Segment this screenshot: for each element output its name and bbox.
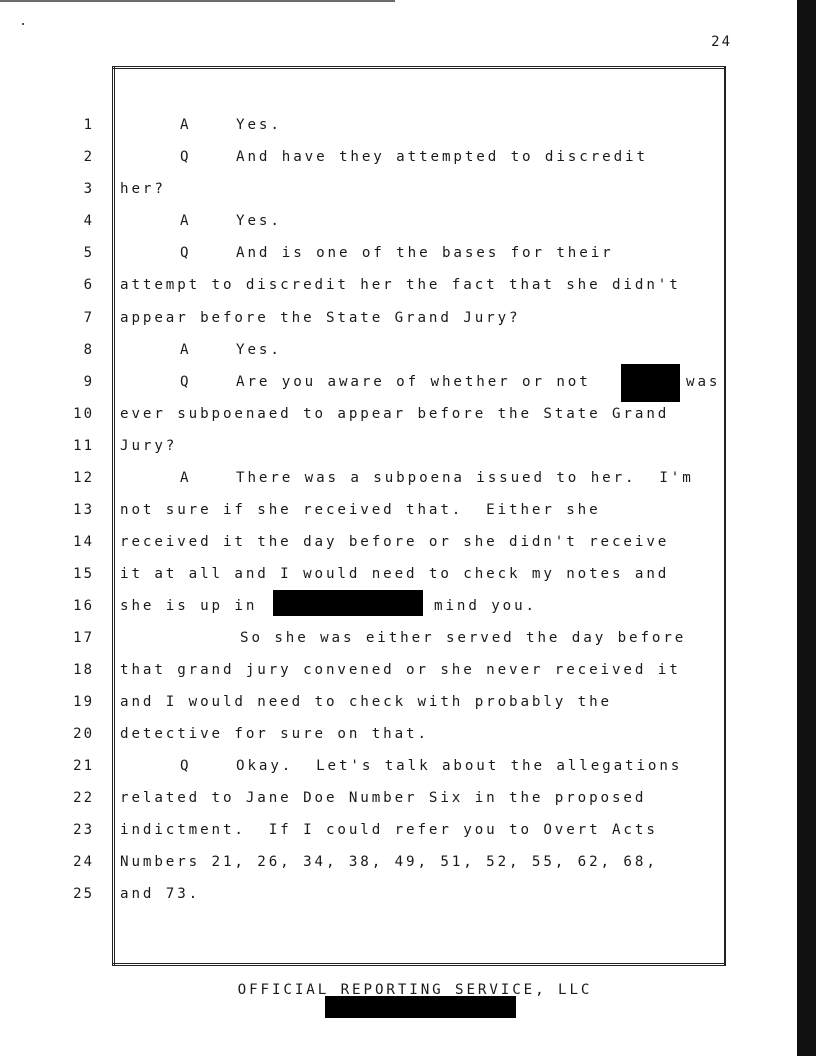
line-number: 22 (73, 790, 94, 806)
redaction-box (621, 364, 680, 402)
transcript-line: ever subpoenaed to appear before the State Grand (120, 406, 670, 422)
speaker-label: Q (180, 374, 192, 390)
line-content-after-redaction: mind you. (434, 598, 537, 614)
transcript-line: received it the day before or she didn't receive (120, 534, 670, 550)
transcript-line (120, 116, 282, 134)
transcript-line (120, 244, 614, 262)
transcript-line: her? (120, 181, 166, 197)
speaker-label: Q (180, 245, 192, 261)
line-number: 2 (83, 149, 94, 165)
scan-right-edge (797, 0, 816, 1056)
transcript-line (120, 212, 282, 230)
line-number: 1 (83, 117, 94, 133)
page-frame-bottom (112, 963, 726, 966)
line-number: 12 (73, 470, 94, 486)
line-number: 16 (73, 598, 94, 614)
line-content: Yes. (236, 213, 282, 229)
line-content: There was a subpoena issued to her. I'm (236, 470, 694, 486)
transcript-line: not sure if she received that. Either she (120, 502, 601, 518)
page-frame-right (724, 66, 726, 966)
footer-reporting-service: OFFICIAL REPORTING SERVICE, LLC (237, 982, 593, 998)
line-content: And is one of the bases for their (236, 245, 614, 261)
transcript-line: So she was either served the day before (240, 630, 687, 646)
speaker-label: A (180, 213, 192, 229)
line-number: 18 (73, 662, 94, 678)
page-frame-top (112, 66, 726, 69)
redaction-box (273, 590, 423, 616)
line-number: 25 (73, 886, 94, 902)
transcript-line: and I would need to check with probably the (120, 694, 612, 710)
transcript-line: appear before the State Grand Jury? (120, 310, 521, 326)
scan-speck (22, 23, 24, 25)
line-number: 14 (73, 534, 94, 550)
line-number: 11 (73, 438, 94, 454)
transcript-line (120, 148, 648, 166)
line-number: 6 (83, 277, 94, 293)
line-number: 24 (73, 854, 94, 870)
transcript-line: related to Jane Doe Number Six in the proposed (120, 790, 647, 806)
transcript-line: and 73. (120, 886, 201, 902)
line-content-after-redaction: was (686, 374, 721, 390)
line-number: 17 (73, 630, 94, 646)
speaker-label: A (180, 117, 192, 133)
line-number: 19 (73, 694, 94, 710)
transcript-line: she is up in (120, 598, 258, 614)
redaction-box (325, 996, 516, 1018)
line-number: 7 (83, 310, 94, 326)
line-content: Are you aware of whether or not (236, 374, 591, 390)
line-number: 5 (83, 245, 94, 261)
speaker-label: A (180, 342, 192, 358)
line-number: 21 (73, 758, 94, 774)
line-content: And have they attempted to discredit (236, 149, 648, 165)
line-number: 15 (73, 566, 94, 582)
transcript-line (120, 757, 682, 775)
line-content: Okay. Let's talk about the allegations (236, 758, 683, 774)
transcript-line: that grand jury convened or she never received it (120, 662, 681, 678)
page-frame-left (112, 66, 115, 966)
page-number: 24 (711, 34, 732, 50)
scan-edge-line (0, 0, 395, 2)
speaker-label: A (180, 470, 192, 486)
line-number: 23 (73, 822, 94, 838)
line-number: 8 (83, 342, 94, 358)
speaker-label: Q (180, 758, 192, 774)
transcript-line (120, 341, 282, 359)
transcript-line: Jury? (120, 438, 178, 454)
line-number: 9 (83, 374, 94, 390)
line-number: 13 (73, 502, 94, 518)
line-number: 3 (83, 181, 94, 197)
speaker-label: Q (180, 149, 192, 165)
line-number: 20 (73, 726, 94, 742)
line-number: 10 (73, 406, 94, 422)
transcript-line: indictment. If I could refer you to Overt Acts (120, 822, 658, 838)
transcript-line: Numbers 21, 26, 34, 38, 49, 51, 52, 55, 62, 68, (120, 854, 658, 870)
transcript-line: attempt to discredit her the fact that she didn't (120, 277, 681, 293)
transcript-line: it at all and I would need to check my notes and (120, 566, 670, 582)
transcript-line (120, 373, 591, 391)
transcript-line: detective for sure on that. (120, 726, 429, 742)
transcript-line (120, 469, 694, 487)
line-number: 4 (83, 213, 94, 229)
line-content: Yes. (236, 342, 282, 358)
line-content: Yes. (236, 117, 282, 133)
